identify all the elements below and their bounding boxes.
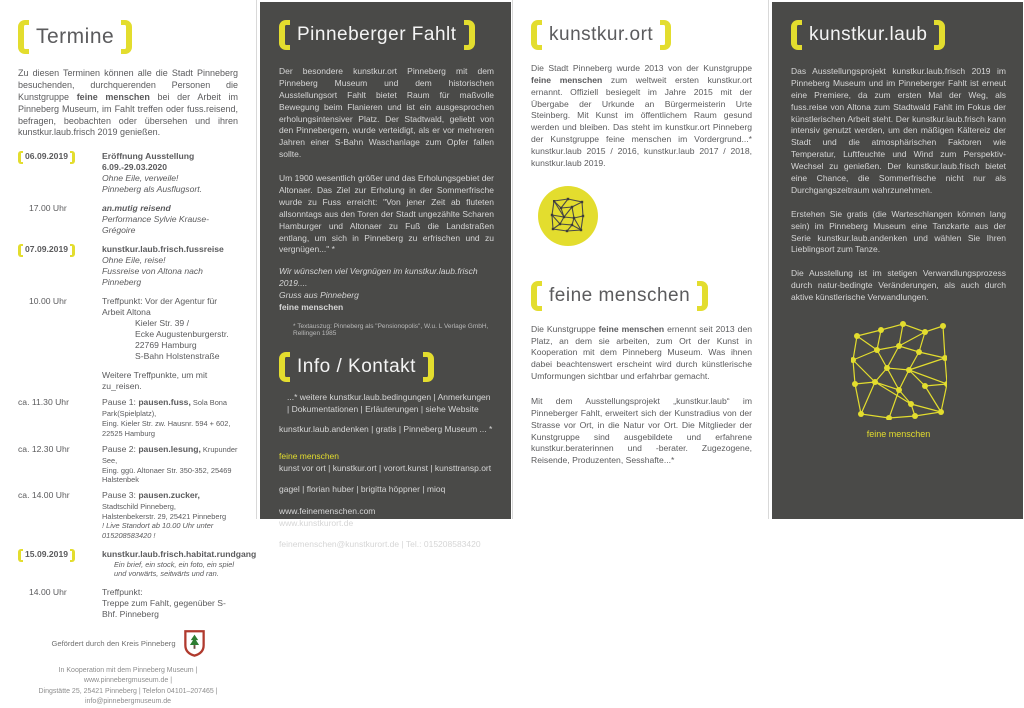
intro-text-a: Zu diesen Terminen können alle die Stadt Pinneberg besuchenden, durchquerenden Personen die Kunstgruppe xyxy=(18,68,238,102)
event-details xyxy=(102,397,238,438)
right-bracket-icon xyxy=(121,20,132,54)
schedule-row xyxy=(18,587,238,620)
schedule-row xyxy=(18,370,238,392)
panel-fahlt-kontakt xyxy=(256,0,512,550)
left-bracket-icon xyxy=(531,281,542,311)
ort-paragraph xyxy=(531,63,752,170)
event-details xyxy=(102,203,238,236)
spacer xyxy=(279,496,494,505)
schedule-row xyxy=(18,490,238,541)
funding-row xyxy=(18,630,238,657)
address-line: Kieler Str. 39 / xyxy=(135,318,189,329)
section-title: Info / Kontakt xyxy=(297,355,416,377)
website-url: www.feinemenschen.com xyxy=(279,505,376,516)
pause-address: Eing. Kieler Str. zw. Hausnr. 594 + 602, 22525 Hamburg xyxy=(102,419,231,438)
laub-paragraph-2: Erstehen Sie gratis (die Warteschlangen können lang sein) im Pinneberg Museum eine Tanzkarte aus der Serie kunstkur.laub.andenken und wählen Sie Ihren Lieblingsort zum Tanze. xyxy=(791,208,1006,255)
pause-place: Stadtschild Pinneberg, xyxy=(102,501,176,511)
right-bracket-icon xyxy=(70,151,75,164)
section-title: kunstkur.ort xyxy=(549,24,654,45)
schedule-list xyxy=(18,151,257,620)
event-details xyxy=(102,587,238,620)
section-title: kunstkur.laub xyxy=(809,24,928,45)
kontakt-info-line: kunstkur.laub.andenken | gratis | Pinneberg Museum ... * xyxy=(279,423,493,434)
fahlt-header xyxy=(279,20,494,50)
pause-address: Halstenbekerstr. 29, 25421 Pinneberg xyxy=(102,511,227,521)
ort-text-a: Die Stadt Pinneberg wurde 2013 von der Kunstgruppe xyxy=(531,63,752,73)
menschen-paragraph-2: Mit dem Ausstellungsprojekt „kunstkur.laub“ im Pinneberger Fahlt, erweitert sich der Kunstradius von der Strasse vor Ort, in die Natur vor Ort. Die Mitglieder der Kunstgruppe sind ausgebildete und erfahrene kunstkur.beraterinnen und -berater. Zugezogene, Reisende, Produzenten, Sesshafte...* xyxy=(531,396,752,466)
schedule-row xyxy=(18,397,238,438)
schedule-row xyxy=(18,296,238,362)
laub-header xyxy=(791,20,1006,50)
right-bracket-icon xyxy=(70,244,75,257)
left-bracket-icon xyxy=(18,151,23,164)
event-details xyxy=(102,549,256,579)
live-location-note: ! Live Standort ab 10.00 Uhr unter 015208583420 ! xyxy=(102,521,214,540)
event-subtitle: Ohne Eile, reise! xyxy=(102,255,166,266)
schedule-row xyxy=(18,548,257,579)
termine-intro xyxy=(18,68,238,139)
event-subtitle: Pinneberg als Ausflugsort. xyxy=(102,184,202,195)
section-title: Pinneberger Fahlt xyxy=(297,24,457,45)
right-bracket-icon xyxy=(697,281,708,311)
pause-title xyxy=(102,397,238,419)
left-bracket-icon xyxy=(279,352,290,382)
menschen-text-a: Die Kunstgruppe xyxy=(531,323,599,334)
event-time: ca. 11.30 Uhr xyxy=(18,397,69,408)
intro-text-c: bei der Arbeit im Pinneberg Museum, im Fahlt treffen oder fuss.reisend, befragen, beobachten oder übersehen und ihren kunstkur.laub.frisch 2019 genießen. xyxy=(18,91,238,138)
event-details xyxy=(102,490,238,541)
pause-title xyxy=(102,490,238,512)
pause-title xyxy=(102,444,238,466)
termine-header xyxy=(18,20,238,54)
date-label: 07.09.2019 xyxy=(25,244,69,255)
page-title: Termine xyxy=(36,25,115,48)
group-name: feine menschen xyxy=(279,450,340,461)
group-signature: feine menschen xyxy=(279,302,344,313)
pause-pre: Pause 3: xyxy=(102,489,139,500)
event-details xyxy=(102,244,238,288)
fahlt-paragraph-1: Der besondere kunstkur.ort Pinneberg mit dem Pinneberg Museum und dem historischen Ausstellungsort Fahlt bietet Raum für maßvolle Bewegung beim Flanieren und ist ein ausgesprochen erholungsintensiver Platz. Der Stadtwald, geliebt von den Pinnebergern, wurde verteidigt, als er vor mehreren Jahren einer S-Bahn Waschanlage zum Opfer fallen sollte. xyxy=(279,66,494,160)
menschen-text-c: ernennt seit 2013 den Platz, an dem sie arbeiten, zum Ort der Kunst in Kooperation mit dem Pinneberg Museum. Was ihnen dabei beachtenswert erscheint wird durch künstlerische Umformungen sichtbar und erfahrbar gemacht. xyxy=(531,323,753,382)
empty-cell xyxy=(18,370,96,392)
left-bracket-icon xyxy=(279,20,290,50)
left-bracket-icon xyxy=(531,20,542,50)
event-time: 17.00 Uhr xyxy=(29,203,67,214)
footer-line: In Kooperation mit dem Pinneberg Museum | www.pinnebergmuseum.de | xyxy=(58,666,198,685)
address-line: 22769 Hamburg xyxy=(135,340,197,351)
mesh-caption: feine menschen xyxy=(866,429,931,440)
right-bracket-icon xyxy=(464,20,475,50)
schedule-row xyxy=(18,203,238,236)
laub-paragraph-1: Das Ausstellungsprojekt kunstkur.laub.frisch 2019 im Pinneberg Museum und im Pinneberger Fahlt ist erneut eine Premiere, da zum ersten Mal der Weg, als fuss.reise von Altona zum Stadtwald Fahlt im Fokus der künstlerischen Arbeit steht. Der kunstkur.laub.frisch kann intensiv genutzt werden, um den mäßigen Kältereiz der Stadt und die atmosphärischen Faktoren wie Temperatur, Luftfeuchte und Wind zum Perspektiv-Wechsel zu genießen. Der kunstkur.laub.frisch bietet eine Chance, die Sommerfrische nicht nur als Durchgangszeitraum wahrzunehmen. xyxy=(791,66,1006,195)
date-label: 06.09.2019 xyxy=(25,151,69,162)
pause-place: Sola Bona Park(Spielplatz), xyxy=(102,398,228,419)
address-line: S-Bahn Holstenstraße xyxy=(135,351,220,362)
pause-pre: Pause 2: xyxy=(102,443,139,454)
panel-laub xyxy=(768,0,1024,519)
website-url: www.kunstkurort.de xyxy=(279,517,354,528)
event-details xyxy=(102,296,238,362)
event-date xyxy=(18,244,96,288)
left-bracket-icon xyxy=(791,20,802,50)
event-time: ca. 14.00 Uhr xyxy=(18,489,70,500)
cooperation-footer xyxy=(18,666,238,708)
note-line: Weitere Treffpunkte, um mit zu_reisen. xyxy=(102,370,208,392)
date-label: 15.09.2019 xyxy=(25,548,69,559)
event-time: ca. 12.30 Uhr xyxy=(18,443,70,454)
kontakt-info-line: ...* weitere kunstkur.laub.bedingungen | Anmerkungen | Dokumentationen | Erläuterungen | siehe Website xyxy=(287,391,491,414)
left-bracket-icon xyxy=(18,20,29,54)
event-subtitle: Ein brief, ein stock, ein foto, ein spiel xyxy=(114,559,234,569)
funding-label: Gefördert durch den Kreis Pinneberg xyxy=(51,638,176,648)
event-subtitle: Performance Sylvie Krause-Grégoire xyxy=(102,214,209,236)
greeting-line: Wir wünschen viel Vergnügen im kunstkur.laub.frisch 2019.... xyxy=(279,266,478,289)
right-bracket-icon xyxy=(934,20,945,50)
meeting-point-detail: Treppe zum Fahlt, gegenüber S-Bhf. Pinneberg xyxy=(102,597,226,619)
pause-name: pausen.zucker, xyxy=(138,489,200,500)
network-mesh-graphic xyxy=(791,320,1006,425)
pause-address: Eing. ggü. Altonaer Str. 350-352, 25469 Halstenbek xyxy=(102,465,232,485)
address-line: Ecke Augustenburgerstr. xyxy=(135,329,229,340)
member-names: gagel | florian huber | brigitta höppner | mioq xyxy=(279,484,446,495)
event-title: Eröffnung Ausstellung 6.09.-29.03.2020 xyxy=(102,151,195,173)
schedule-row xyxy=(18,151,238,195)
greeting-line: Gruss aus Pinneberg xyxy=(279,290,359,301)
menschen-paragraph-1 xyxy=(531,324,752,383)
event-subtitle: Ohne Eile, verweile! xyxy=(102,173,179,184)
pause-name: pausen.fuss, xyxy=(138,397,191,408)
event-title: kunstkur.laub.frisch.fussreise xyxy=(102,244,224,255)
kontakt-header xyxy=(279,352,494,382)
pause-place: Krupunder See, xyxy=(102,444,238,465)
event-details xyxy=(102,444,238,485)
schedule-row xyxy=(18,244,238,288)
menschen-text-bold: feine menschen xyxy=(598,323,665,334)
event-subtitle: Fussreise von Altona nach Pinneberg xyxy=(102,266,203,288)
pause-name: pausen.lesung, xyxy=(138,443,201,454)
pause-pre: Pause 1: xyxy=(102,397,139,408)
spacer xyxy=(279,529,494,538)
spacer xyxy=(279,474,494,483)
ort-text-bold: feine menschen xyxy=(531,74,603,85)
event-date xyxy=(18,549,96,579)
menschen-header xyxy=(531,281,752,311)
event-title: an.mutig reisend xyxy=(102,203,171,214)
source-footnote: * Textauszug: Pinneberg als "Pensionopolis", W.u. L Verlage GmbH, Rellingen 1985 xyxy=(293,322,489,337)
event-date xyxy=(18,151,96,195)
right-bracket-icon xyxy=(423,352,434,382)
yellow-circle-mesh-icon xyxy=(536,184,600,248)
kunstkurort-logo xyxy=(531,184,752,253)
intro-text-bold: feine menschen xyxy=(76,91,150,102)
meeting-point: Treffpunkt: Vor der Agentur für Arbeit Altona xyxy=(102,296,218,318)
panel-termine xyxy=(0,0,257,706)
schedule-row xyxy=(18,444,238,485)
footer-line: info@pinnebergmuseum.de xyxy=(84,698,172,706)
contact-keywords: kunst vor ort | kunstkur.ort | vorort.kunst | kunsttransp.ort xyxy=(279,462,492,473)
ort-text-c: zum weltweit ersten kunstkur.ort ernannt. Offiziell besiegelt im Jahre 2015 mit der Übergabe der Urkunde an Bürgermeisterin Urte Steinberg. Mit Kunst im öffentlichem Raum gesund werden und bleiben. Das steht im kunstkur.ort Pinneberg der Kunstgruppe feine menschen im Vordergrund...* kunstkur.laub 2015 / 2016, kunstkur.laub 2017 / 2018, kunstkur.laub 2019. xyxy=(531,74,753,168)
contact-block xyxy=(279,450,494,551)
footer-line: Dingstätte 25, 25421 Pinneberg | Telefon 04101–207465 | xyxy=(38,687,218,695)
event-time: 10.00 Uhr xyxy=(29,296,67,307)
kreis-pinneberg-crest-icon xyxy=(184,630,205,657)
event-subtitle: und vorwärts, seitwärts und ran. xyxy=(114,569,219,579)
laub-paragraph-3: Die Ausstellung ist im stetigen Verwandlungsprozess durch natur-bedingte Veränderungen, als auch durch aktive künstlerische Verwandlungen. xyxy=(791,268,1006,303)
ort-header xyxy=(531,20,752,50)
section-title: feine menschen xyxy=(549,284,691,306)
event-details xyxy=(102,151,238,195)
right-bracket-icon xyxy=(70,549,75,562)
panel-ort-menschen xyxy=(512,0,768,519)
fahlt-paragraph-2: Um 1900 wesentlich größer und das Erholungsgebiet der Altonaer. Das Ziel zur Erholung in der Sommerfrische wurde zu Fuss erreicht: "Von jener Zeit ab fluteten allsonntags aus den Toren der Stadt ungezählte Scharen Hamburger und Altonaer zu Fuß die Landstraßen entlang, um sich in Pinneberg zu erfrischen und zu vergnügen..." * xyxy=(279,173,494,255)
event-time: 14.00 Uhr xyxy=(29,586,67,597)
left-bracket-icon xyxy=(18,244,23,257)
email-phone-line: feinemenschen@kunstkurort.de | Tel.: 015208583420 xyxy=(279,539,481,550)
event-title: kunstkur.laub.frisch.habitat.rundgang xyxy=(102,548,257,559)
left-bracket-icon xyxy=(18,549,23,562)
meeting-point: Treffpunkt: xyxy=(102,586,143,597)
greeting-block xyxy=(279,266,494,314)
yellow-mesh-icon xyxy=(851,320,947,420)
right-bracket-icon xyxy=(660,20,671,50)
